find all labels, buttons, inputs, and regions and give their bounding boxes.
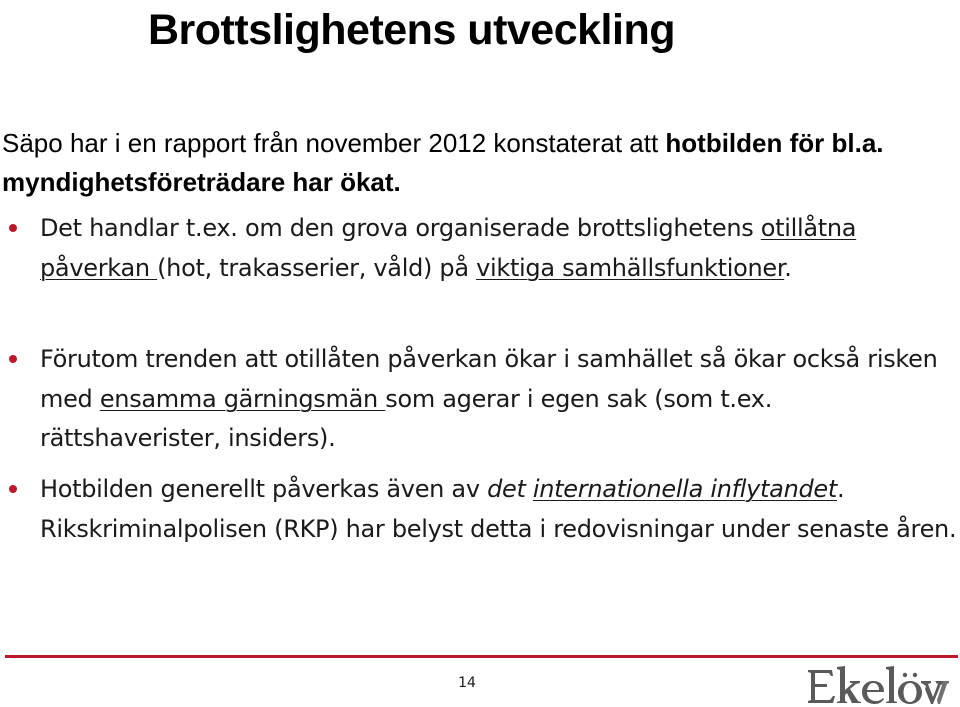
underlined-text: otillåtna påverkan — [40, 214, 857, 282]
italic-text: det — [487, 475, 533, 503]
bullet-item-organized-crime — [40, 209, 958, 288]
intro-bold-text: hotbilden för bl.a. myndighetsföreträdare har ökat. — [2, 128, 884, 197]
bullet-text: (hot, trakasserier, våld) på — [157, 253, 477, 282]
bullet-item-lone-offenders — [40, 340, 958, 459]
bullet-item-international-influence — [40, 470, 958, 549]
bullet-dot-icon — [9, 355, 17, 363]
underlined-text: ensamma gärningsmän — [99, 384, 386, 413]
bullet-text: Det handlar t.ex. om den grova organiserade brottslighetens — [40, 214, 761, 242]
bullet-text: . — [784, 253, 792, 282]
page-number: 14 — [458, 675, 476, 691]
slide-title: Brottslighetens utveckling — [148, 6, 675, 54]
bullet-dot-icon — [9, 485, 17, 493]
intro-text: Säpo har i en rapport från november 2012 konstaterat att — [2, 128, 666, 158]
bullet-text: som agerar i egen sak (som t.ex. rättshaverister, insiders). — [40, 384, 773, 452]
bullet-text: Hotbilden generellt påverkas även av — [40, 475, 488, 503]
underlined-italic-text: internationella inflytandet — [532, 475, 837, 503]
ekelow-logo — [800, 664, 950, 707]
intro-paragraph — [2, 124, 932, 202]
bullet-text: Förutom trenden att otillåten påverkan ökar i samhället så ökar också risken med — [40, 345, 938, 413]
bullet-text: . Rikskriminalpolisen (RKP) har belyst detta i redovisningar under senaste åren. — [40, 475, 957, 543]
bullet-dot-icon — [9, 224, 17, 232]
underlined-text: viktiga samhällsfunktioner — [476, 253, 785, 282]
footer-divider — [5, 655, 958, 658]
